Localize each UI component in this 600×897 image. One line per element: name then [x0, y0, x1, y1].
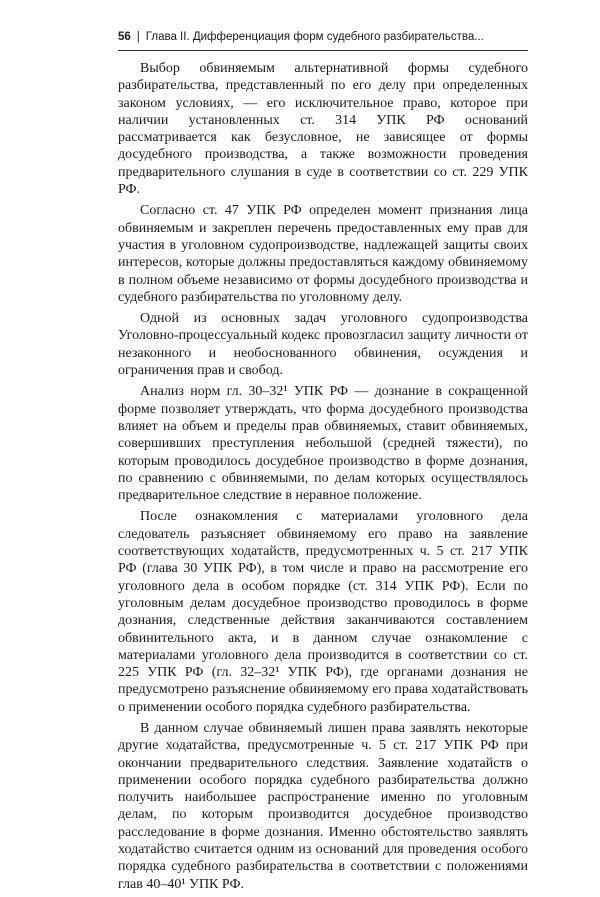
paragraph: После ознакомления с материалами уголовного дела следователь разъясняет обвиняемому его право на заявление соответствующих ходатайств, предусмотренных ч. 5 ст. 217 УПК РФ (глава 30 УПК РФ), в том числе и право на рассмотрение его уголовного дела в особом порядке (ст. 314 УПК РФ). Если по уголовным делам досудебное производство проводилось в форме дознания, следственные действия заканчиваются составлением обвинительного акта, и в данном случае ознакомление с материалами уголовного дела производится в соответствии со ст. 225 УПК РФ (гл. 32–32¹ УПК РФ), где органами дознания не предусмотрено разъяснение обвиняемому его права ходатайствовать о применении особого порядка судебного разбирательства.: [118, 509, 528, 715]
paragraph: Согласно ст. 47 УПК РФ определен момент признания лица обвиняемым и закреплен перечень предоставленных ему прав для участия в уголовном судопроизводстве, надлежащей защиты своих интересов, которые должны предоставляться каждому обвиняемому в полном объеме независимо от формы досудебного производства и судебного разбирательства по уголовному делу.: [118, 203, 528, 305]
paragraph: Выбор обвиняемым альтернативной формы судебного разбирательства, представленный по его делу при определенных законом условиях, — его исключительное право, которое при наличии установленных ст. 314 УПК РФ оснований рассматривается как безусловное, не зависящее от формы досудебного производства, а также возможности проведения предварительного слушания в суде в соответствии со ст. 229 УПК РФ.: [118, 61, 528, 198]
running-header: [118, 31, 528, 43]
page-number: 56: [118, 31, 131, 43]
paragraph: Анализ норм гл. 30–32¹ УПК РФ — дознание в сокращенной форме позволяет утверждать, что форма досудебного производства влияет на объем и пределы прав обвиняемых, ставит обвиняемых, совершивших преступления небольшой (средней тяжести), по которым проводилось досудебное производство в форме дознания, по сравнению с обвиняемыми, по делам которых осуществлялось предварительное следствие в неравное положение.: [118, 384, 528, 504]
paragraph: В данном случае обвиняемый лишен права заявлять некоторые другие ходатайства, предусмотренные ч. 5 ст. 217 УПК РФ при окончании предварительного следствия. Заявление ходатайств о применении особого порядка судебного разбирательства должно получить наибольшее распространение именно по уголовным делам, по которым производится досудебное производство расследование в форме дознания. Именно обстоятельство заявлять ходатайство считается одним из оснований для проведения особого порядка судебного разбирательства в соответствии с положениями глав 40–40¹ УПК РФ.: [118, 720, 528, 892]
header-rule: [118, 50, 528, 51]
paragraph: Одной из основных задач уголовного судопроизводства Уголовно-процессуальный кодекс провозгласил защиту личности от незаконного и необоснованного обвинения, осуждения и ограничения прав и свобод.: [118, 311, 528, 379]
chapter-title: Глава II. Дифференциация форм судебного разбирательства...: [145, 31, 484, 43]
page-body: [118, 60, 528, 897]
header-separator: |: [136, 31, 140, 43]
